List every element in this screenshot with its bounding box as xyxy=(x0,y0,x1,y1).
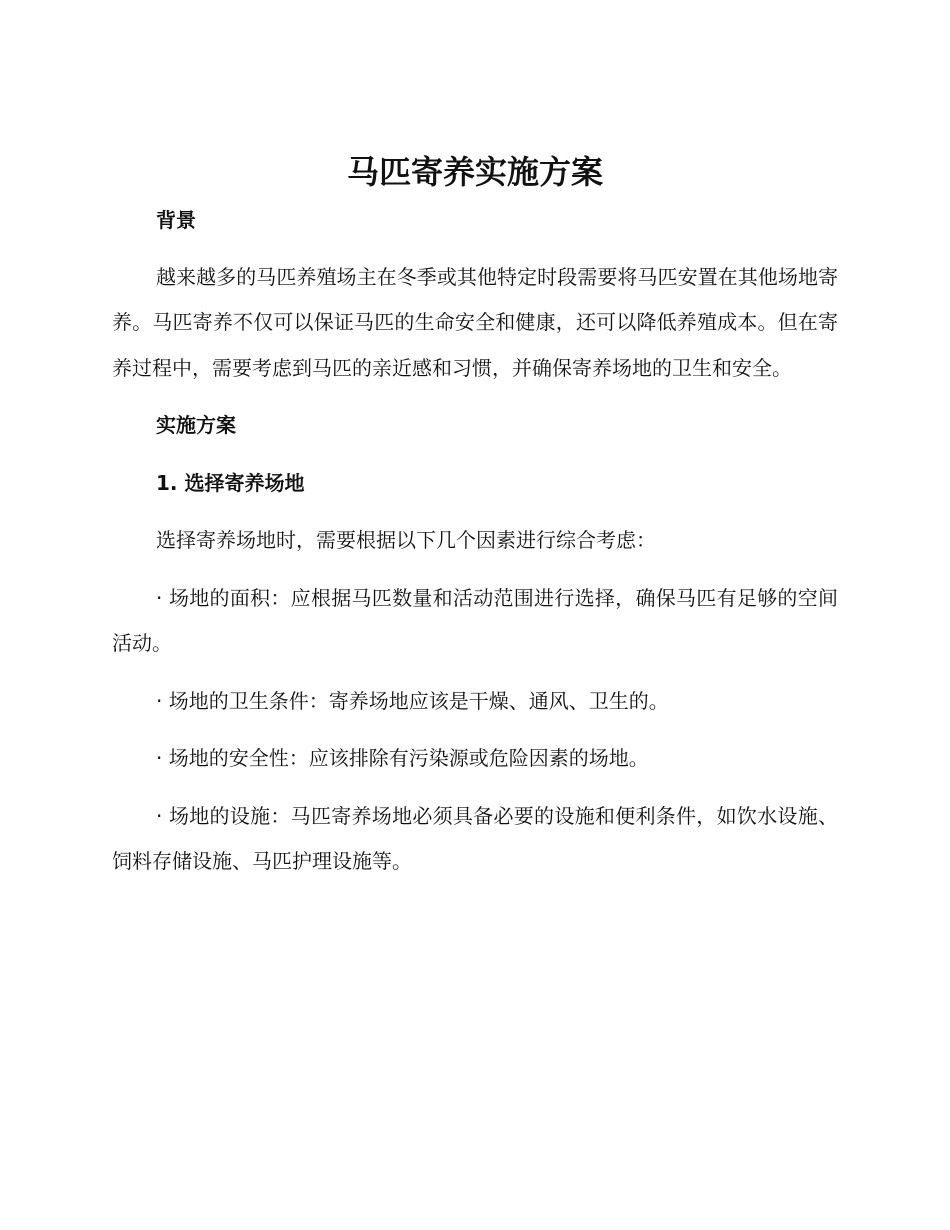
bullet-item-area: · 场地的面积：应根据马匹数量和活动范围进行选择，确保马匹有足够的空间活动。 xyxy=(112,585,838,655)
subsection-heading-select-site: 1. 选择寄养场地 xyxy=(156,470,305,495)
page-title: 马匹寄养实施方案 xyxy=(346,153,603,191)
bullet-item-safety: · 场地的安全性：应该排除有污染源或危险因素的场地。 xyxy=(156,746,649,770)
section1-intro-paragraph: 选择寄养场地时，需要根据以下几个因素进行综合考虑： xyxy=(156,528,656,552)
document-body xyxy=(112,198,838,885)
background-paragraph: 越来越多的马匹养殖场主在冬季或其他特定时段需要将马匹安置在其他场地寄养。马匹寄养不仅可以保证马匹的生命安全和健康，还可以降低养殖成本。但在寄养过程中，需要考虑到马匹的亲近感和习惯，并确保寄养场地的卫生和安全。 xyxy=(112,264,838,380)
section-heading-plan: 实施方案 xyxy=(156,413,236,437)
bullet-item-hygiene: · 场地的卫生条件：寄养场地应该是干燥、通风、卫生的。 xyxy=(156,688,669,713)
section-heading-background: 背景 xyxy=(156,208,196,232)
bullet-item-facilities: · 场地的设施：马匹寄养场地必须具备必要的设施和便利条件，如饮水设施、饲料存储设施、马匹护理设施等。 xyxy=(112,803,838,873)
